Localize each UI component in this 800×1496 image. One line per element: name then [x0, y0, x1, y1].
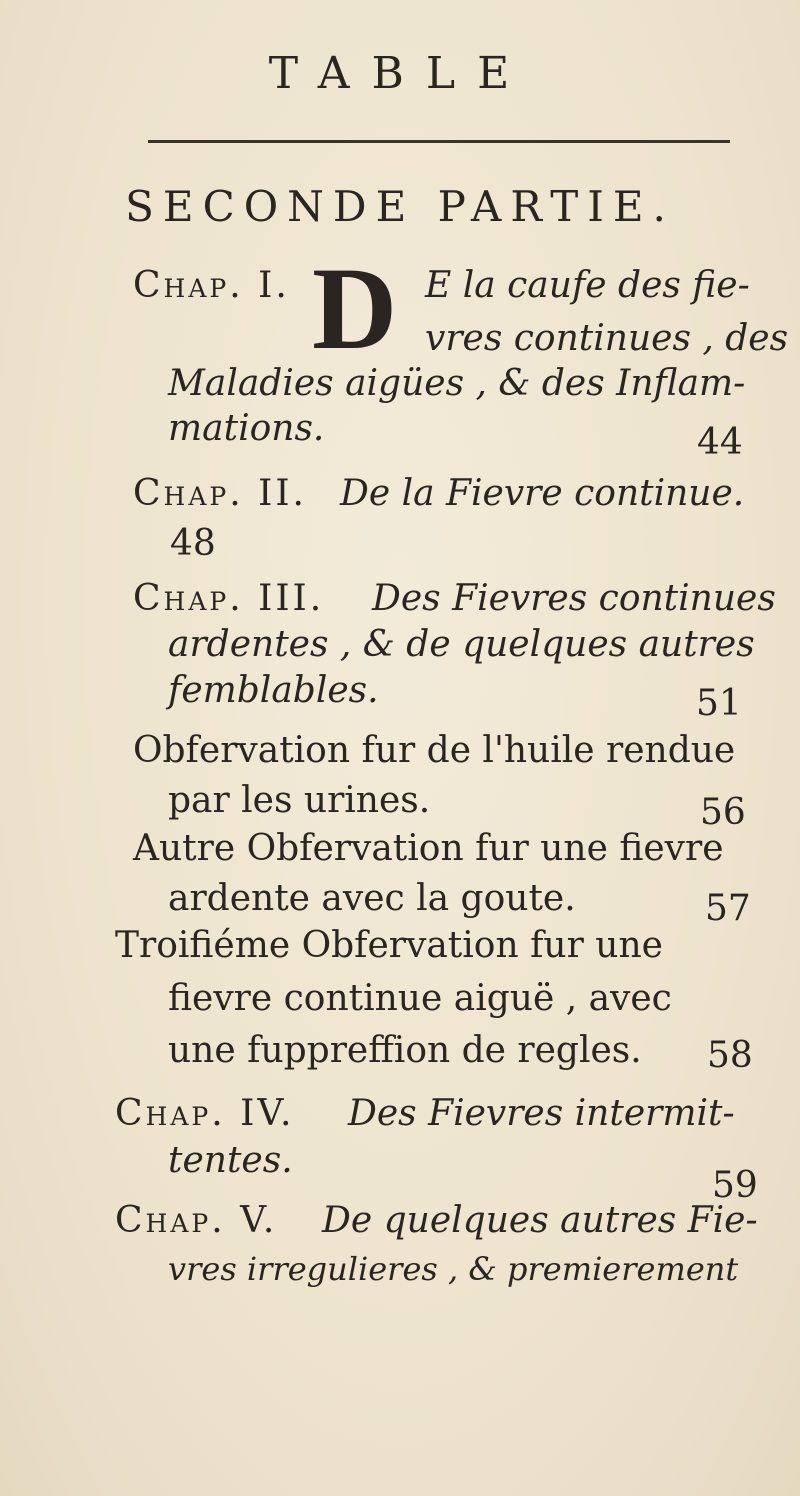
chap1-line4: mations. — [168, 408, 325, 449]
obs3-line3: une fuppreffion de regles. — [168, 1030, 642, 1071]
chap4-line2: tentes. — [168, 1140, 293, 1181]
chap1-page: 44 — [697, 422, 743, 463]
obs2-page: 57 — [705, 888, 751, 929]
chap1-dropcap: D — [312, 243, 398, 374]
obs2-line1: Autre Obfervation fur une fievre — [133, 828, 724, 869]
obs2-line2: ardente avec la goute. — [168, 878, 576, 919]
chap3-line2: ardentes , & de quelques autres — [168, 624, 755, 665]
chap3-label: Chap. III. — [133, 578, 325, 619]
obs3-line2: fievre continue aiguë , avec — [168, 978, 672, 1019]
chap4-label: Chap. IV. — [115, 1093, 295, 1134]
chap1-line1: E la caufe des fie- — [425, 265, 750, 306]
chap4-line1: Des Fievres intermit- — [348, 1093, 735, 1134]
chap3-line3: femblables. — [168, 670, 379, 711]
chap3-line1: Des Fievres continues — [372, 578, 776, 619]
chap1-label: Chap. I. — [133, 265, 290, 306]
chap1-line3: Maladies aigües , & des Inflam- — [168, 363, 746, 404]
chap5-label: Chap. V. — [115, 1200, 278, 1241]
chap4-page: 59 — [712, 1165, 758, 1206]
chap2-label: Chap. II. — [133, 473, 307, 514]
chap5-line1: De quelques autres Fie- — [322, 1200, 758, 1241]
chap1-line2: vres continues , des — [425, 318, 789, 359]
page-title: TABLE — [268, 48, 532, 99]
chap2-title: De la Fievre continue. — [340, 473, 745, 514]
obs1-line1: Obfervation fur de l'huile rendue — [133, 730, 736, 771]
obs3-page: 58 — [707, 1035, 753, 1076]
part-heading: SECONDE PARTIE. — [125, 182, 675, 231]
obs1-line2: par les urines. — [168, 780, 431, 821]
header-rule — [148, 139, 730, 145]
chap5-line2: vres irregulieres , & premierement — [168, 1250, 739, 1288]
obs1-page: 56 — [700, 792, 746, 833]
chap2-page: 48 — [170, 523, 216, 564]
chap3-page: 51 — [696, 683, 742, 724]
obs3-line1: Troifiéme Obfervation fur une — [115, 925, 663, 966]
